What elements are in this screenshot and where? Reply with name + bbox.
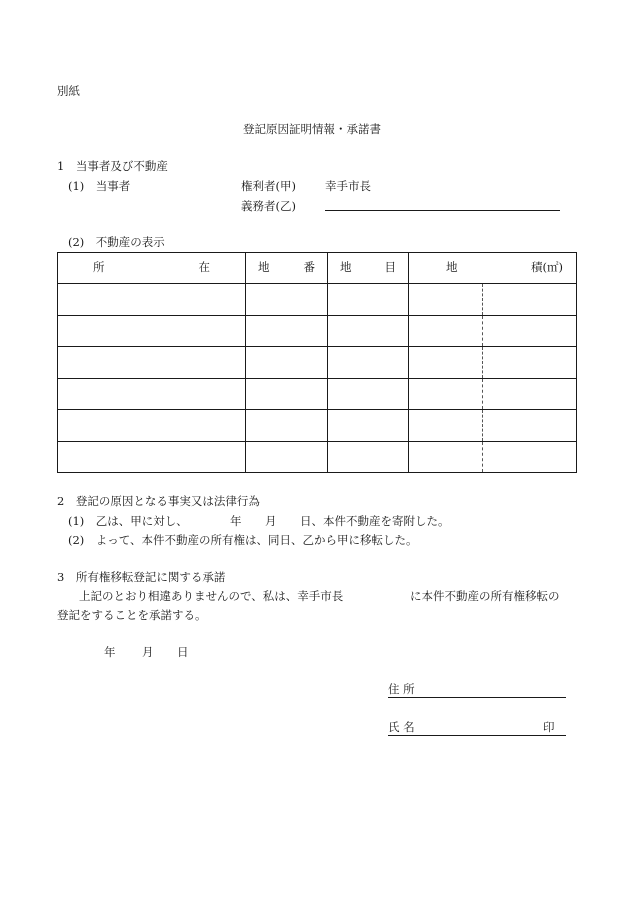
location-cell[interactable] bbox=[58, 315, 246, 347]
land-category-cell[interactable] bbox=[328, 410, 409, 442]
property-table bbox=[57, 252, 577, 473]
area-integer-cell[interactable] bbox=[409, 284, 483, 316]
date-day-label: 日 bbox=[177, 645, 189, 659]
date-year-label: 年 bbox=[104, 645, 116, 659]
consent-line-end: に本件不動産の所有権移転の bbox=[410, 589, 560, 603]
area-integer-cell[interactable] bbox=[409, 315, 483, 347]
area-decimal-cell[interactable] bbox=[483, 441, 577, 473]
land-category-cell[interactable] bbox=[328, 315, 409, 347]
donation-statement-start: (1) 乙は、甲に対し、 bbox=[68, 514, 188, 528]
lot-number-cell[interactable] bbox=[246, 284, 328, 316]
area-decimal-cell[interactable] bbox=[483, 347, 577, 379]
section1-heading: 1 当事者及び不動産 bbox=[57, 159, 168, 173]
address-label: 住 所 bbox=[388, 682, 415, 696]
location-cell[interactable] bbox=[58, 347, 246, 379]
name-label: 氏 名 bbox=[388, 720, 415, 734]
area-decimal-cell[interactable] bbox=[483, 410, 577, 442]
name-line bbox=[388, 735, 566, 736]
location-cell[interactable] bbox=[58, 410, 246, 442]
consent-line-start: 上記のとおり相違ありませんので、私は、幸手市長 bbox=[79, 589, 344, 603]
area-integer-cell[interactable] bbox=[409, 378, 483, 410]
parties-subheading: (1) 当事者 bbox=[68, 179, 131, 193]
ownership-transfer-statement: (2) よって、本件不動産の所有権は、同日、乙から甲に移転した。 bbox=[68, 533, 418, 547]
table-row bbox=[58, 347, 577, 379]
lot-number-cell[interactable] bbox=[246, 315, 328, 347]
table-row bbox=[58, 410, 577, 442]
area-integer-cell[interactable] bbox=[409, 410, 483, 442]
table-row bbox=[58, 315, 577, 347]
document-title: 登記原因証明情報・承諾書 bbox=[243, 122, 381, 136]
header-lot-number: 地 番 bbox=[246, 253, 328, 284]
obligor-label: 義務者(乙) bbox=[241, 199, 296, 213]
header-area: 地 積(㎡) bbox=[409, 253, 577, 284]
lot-number-cell[interactable] bbox=[246, 378, 328, 410]
location-cell[interactable] bbox=[58, 284, 246, 316]
land-category-cell[interactable] bbox=[328, 284, 409, 316]
lot-number-cell[interactable] bbox=[246, 441, 328, 473]
consent-line-2: 登記をすることを承諾する。 bbox=[57, 608, 207, 622]
property-subheading: (2) 不動産の表示 bbox=[68, 235, 165, 249]
obligor-name-line bbox=[325, 210, 560, 211]
area-integer-cell[interactable] bbox=[409, 347, 483, 379]
date-month-label: 月 bbox=[142, 645, 154, 659]
land-category-cell[interactable] bbox=[328, 378, 409, 410]
header-location: 所 在 bbox=[58, 253, 246, 284]
location-cell[interactable] bbox=[58, 378, 246, 410]
table-row bbox=[58, 378, 577, 410]
header-land-category: 地 目 bbox=[328, 253, 409, 284]
seal-mark: 印 bbox=[543, 720, 555, 734]
land-category-cell[interactable] bbox=[328, 347, 409, 379]
donation-month-label: 月 bbox=[265, 514, 277, 528]
table-header-row bbox=[58, 253, 577, 284]
right-holder-label: 権利者(甲) bbox=[241, 179, 296, 193]
donation-year-label: 年 bbox=[230, 514, 242, 528]
lot-number-cell[interactable] bbox=[246, 410, 328, 442]
area-decimal-cell[interactable] bbox=[483, 315, 577, 347]
land-category-cell[interactable] bbox=[328, 441, 409, 473]
location-cell[interactable] bbox=[58, 441, 246, 473]
donation-statement-end: 日、本件不動産を寄附した。 bbox=[300, 514, 450, 528]
address-line bbox=[388, 697, 566, 698]
table-row bbox=[58, 284, 577, 316]
section3-heading: 3 所有権移転登記に関する承諾 bbox=[57, 570, 226, 584]
area-decimal-cell[interactable] bbox=[483, 284, 577, 316]
area-integer-cell[interactable] bbox=[409, 441, 483, 473]
right-holder-value: 幸手市長 bbox=[325, 179, 371, 193]
section2-heading: 2 登記の原因となる事実又は法律行為 bbox=[57, 494, 260, 508]
table-row bbox=[58, 441, 577, 473]
attachment-label: 別紙 bbox=[57, 84, 80, 98]
lot-number-cell[interactable] bbox=[246, 347, 328, 379]
area-decimal-cell[interactable] bbox=[483, 378, 577, 410]
